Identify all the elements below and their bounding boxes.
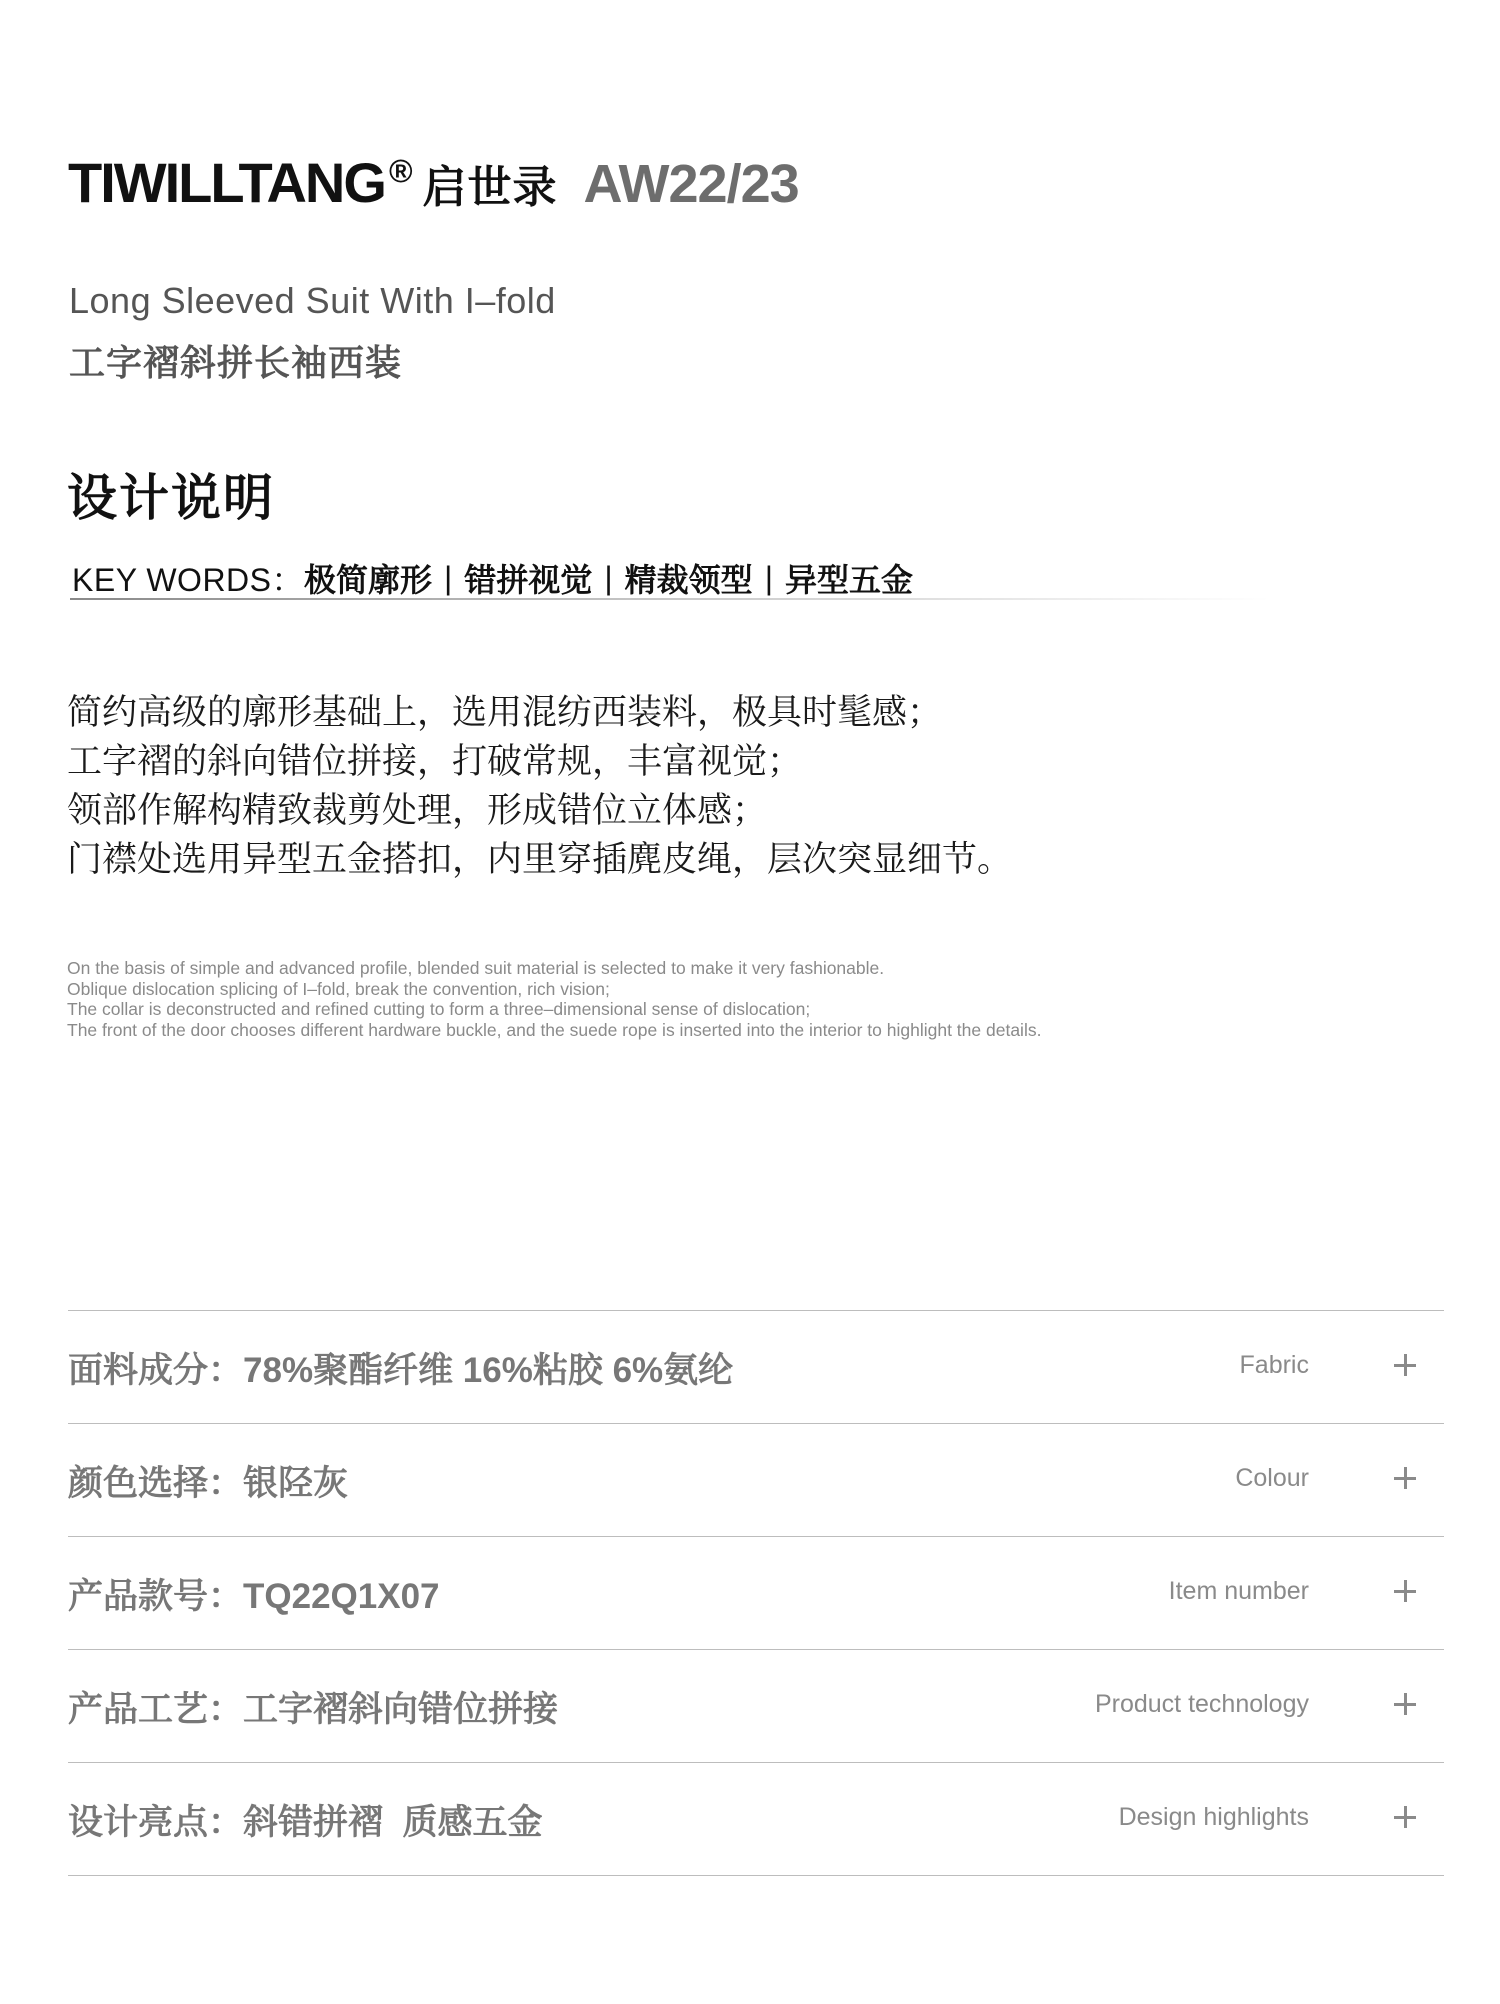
spec-value: 银陉灰 (243, 1464, 349, 1503)
spec-row-fabric[interactable] (68, 1310, 1444, 1423)
keywords-divider (70, 598, 1270, 600)
spec-value: 78%聚酯纤维 16%粘胶 6%氨纶 (243, 1351, 734, 1390)
spec-label-en: Product technology (1094, 1690, 1309, 1718)
keyword-separator: | (444, 559, 453, 596)
product-title-en: Long Sleeved Suit With I–fold (69, 280, 556, 321)
description-en-line: On the basis of simple and advanced profile, blended suit material is selected to make it very fashionable. (67, 958, 885, 978)
spec-text (68, 1456, 348, 1506)
description-en-line: The front of the door chooses different hardware buckle, and the suede rope is inserted into the interior to highlight the details. (67, 1019, 1042, 1040)
keyword-separator: | (604, 559, 613, 596)
plus-icon[interactable] (1394, 1354, 1416, 1376)
description-cn (67, 688, 1012, 884)
registered-mark: ® (388, 153, 413, 189)
spec-row-highlights[interactable] (68, 1762, 1444, 1876)
product-title-cn: 工字褶斜拼长袖西装 (69, 342, 403, 383)
season-label: AW22/23 (583, 154, 799, 214)
spec-label-en: Item number (1168, 1577, 1309, 1605)
spec-label: 产品款号： (68, 1577, 244, 1616)
spec-list (68, 1310, 1444, 1876)
spec-text (68, 1795, 542, 1845)
spec-row-item-number[interactable] (68, 1536, 1444, 1649)
brand-name: TIWILLTANG (68, 151, 385, 214)
keywords-line (72, 555, 913, 601)
description-cn-line: 领部作解构精致裁剪处理，形成错位立体感； (67, 791, 768, 830)
plus-icon[interactable] (1394, 1467, 1416, 1489)
keyword: 极简廓形 (304, 562, 433, 598)
spec-text (68, 1682, 558, 1732)
spec-label: 设计亮点： (68, 1803, 244, 1842)
spec-label-en: Design highlights (1118, 1803, 1309, 1831)
description-cn-line: 简约高级的廓形基础上，选用混纺西装料，极具时髦感； (67, 693, 943, 732)
plus-icon[interactable] (1394, 1693, 1416, 1715)
spec-label: 产品工艺： (68, 1690, 244, 1729)
description-en (67, 958, 1041, 1040)
spec-label-en: Colour (1235, 1464, 1309, 1492)
section-title: 设计说明 (67, 470, 275, 526)
spec-text (68, 1343, 733, 1393)
spec-row-technology[interactable] (68, 1649, 1444, 1762)
spec-label-en: Fabric (1239, 1351, 1309, 1379)
keyword: 精裁领型 (624, 562, 753, 598)
description-cn-line: 门襟处选用异型五金搭扣，内里穿插麂皮绳，层次突显细节。 (67, 840, 1013, 879)
description-en-line: Oblique dislocation splicing of I–fold, break the convention, rich vision; (67, 978, 610, 999)
spec-value: TQ22Q1X07 (243, 1577, 440, 1616)
spec-value: 斜错拼褶 质感五金 (243, 1803, 543, 1842)
keyword: 异型五金 (785, 562, 914, 598)
keyword-separator: | (764, 559, 773, 596)
plus-icon[interactable] (1394, 1806, 1416, 1828)
description-en-line: The collar is deconstructed and refined cutting to form a three–dimensional sense of dislocation; (67, 999, 811, 1019)
spec-value: 工字褶斜向错位拼接 (243, 1690, 559, 1729)
keywords-label: KEY WORDS： (72, 562, 305, 598)
brand-header (68, 150, 799, 214)
spec-row-colour[interactable] (68, 1423, 1444, 1536)
spec-label: 面料成分： (68, 1351, 244, 1390)
plus-icon[interactable] (1394, 1580, 1416, 1602)
keyword: 错拼视觉 (464, 562, 593, 598)
description-cn-line: 工字褶的斜向错位拼接，打破常规，丰富视觉； (67, 742, 803, 781)
brand-name-cn: 启世录 (422, 163, 558, 212)
spec-text (68, 1569, 440, 1619)
spec-label: 颜色选择： (68, 1464, 244, 1503)
